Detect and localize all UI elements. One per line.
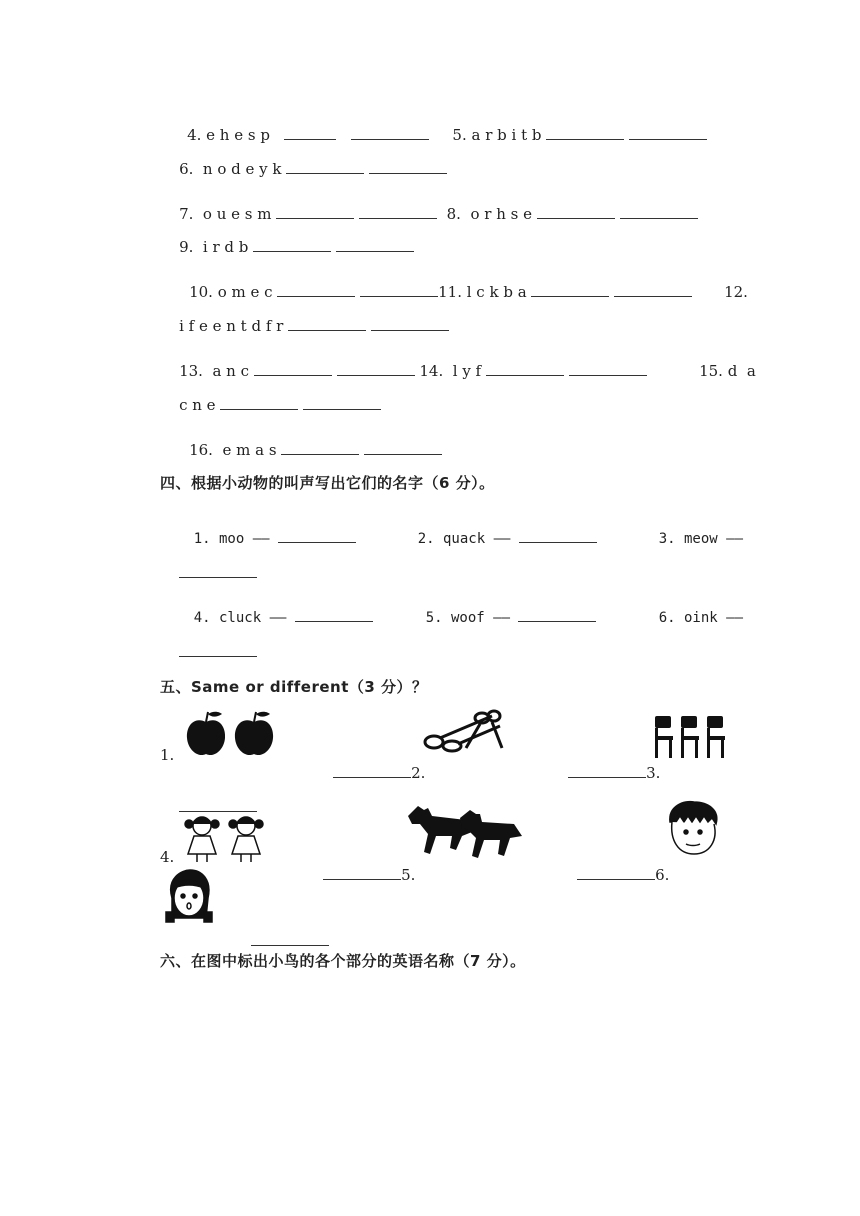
boy-face-icon (670, 802, 717, 854)
answer-blank[interactable] (369, 161, 447, 174)
answer-blank[interactable] (546, 127, 624, 140)
answer-blank[interactable] (276, 206, 354, 219)
answer-blank[interactable] (364, 442, 442, 455)
answer-blank[interactable] (518, 609, 596, 622)
answer-blank[interactable] (519, 530, 597, 543)
sound-label: 2. quack —— (417, 531, 511, 547)
sound-label: 6. oink —— (658, 610, 744, 626)
answer-row (314, 746, 425, 800)
chair-icon (681, 716, 699, 758)
chair-icon (655, 716, 673, 758)
answer-blank[interactable] (577, 867, 655, 880)
sound-item (384, 512, 597, 566)
answer-blank[interactable] (284, 127, 336, 140)
answer-row (549, 746, 660, 800)
scrambled-word: 15. d a (699, 362, 756, 380)
exercise-number (680, 344, 756, 398)
scrambled-word: c n e (179, 396, 216, 414)
scrambled-word: 6. n o d e y k (179, 160, 282, 178)
scrambled-word: i f e e n t d f r (179, 317, 284, 335)
item-number: 2. (411, 764, 426, 782)
answer-blank[interactable] (629, 127, 707, 140)
sound-label: 3. meow —— (658, 531, 744, 547)
exercise-row (170, 423, 442, 477)
answer-blank[interactable] (281, 442, 359, 455)
answer-blank[interactable] (614, 284, 692, 297)
section-heading: 四、根据小动物的叫声写出它们的名字（6 分）。 (160, 474, 495, 492)
scrambled-word: 14. l y f (419, 362, 482, 380)
sound-item (625, 591, 743, 645)
scissors-icon (466, 711, 502, 748)
answer-blank[interactable] (277, 284, 355, 297)
item-number: 5. (401, 866, 416, 884)
item-number: 1. (160, 746, 175, 764)
scrambled-word: 13. a n c (179, 362, 250, 380)
girl-face-picture (164, 868, 214, 926)
sound-item (392, 591, 596, 645)
exercise-number (705, 265, 748, 319)
scrambled-word: 10. o m e c (189, 283, 273, 301)
answer-blank[interactable] (254, 363, 332, 376)
boy-picture (664, 800, 724, 860)
answer-blank[interactable] (531, 284, 609, 297)
apple-icon (235, 712, 273, 755)
answer-blank[interactable] (359, 206, 437, 219)
scissors-picture (422, 708, 506, 754)
sound-label: 1. moo —— (193, 531, 270, 547)
scrambled-word: 16. e m a s (189, 441, 277, 459)
answer-blank[interactable] (179, 565, 257, 578)
answer-blank[interactable] (179, 644, 257, 657)
apple-icon (187, 712, 225, 755)
scrambled-word: 8. o r h s e (446, 205, 532, 223)
answer-row (558, 848, 669, 902)
scrambled-word: 7. o u e s m (179, 205, 272, 223)
exercise-number-label: 12. (724, 283, 748, 301)
answer-blank[interactable] (569, 363, 647, 376)
answer-blank[interactable] (360, 284, 438, 297)
girls-picture (180, 814, 270, 864)
answer-blank[interactable] (286, 161, 364, 174)
horse-icon (408, 806, 472, 854)
answer-row (304, 848, 415, 902)
chair-icon (707, 716, 725, 758)
apples-picture (184, 708, 276, 758)
chairs-picture (652, 714, 728, 760)
answer-blank[interactable] (336, 239, 414, 252)
scrambled-word: 4. e h e s p (187, 126, 270, 144)
answer-blank[interactable] (179, 799, 257, 812)
answer-blank[interactable] (323, 867, 401, 880)
sound-item-blank (160, 625, 257, 679)
item-number: 4. (160, 848, 175, 866)
answer-blank[interactable] (303, 397, 381, 410)
answer-blank[interactable] (295, 609, 373, 622)
answer-blank[interactable] (620, 206, 698, 219)
sound-label: 5. woof —— (425, 610, 511, 626)
answer-blank[interactable] (288, 318, 366, 331)
sound-label: 4. cluck —— (193, 610, 287, 626)
answer-blank[interactable] (333, 765, 411, 778)
section-heading: 五、Same or different（3 分）？ (160, 678, 428, 696)
answer-blank[interactable] (220, 397, 298, 410)
answer-blank[interactable] (278, 530, 356, 543)
answer-blank[interactable] (253, 239, 331, 252)
girl-icon (185, 817, 219, 862)
scrambled-word: 5. a r b i t b (452, 126, 542, 144)
answer-blank[interactable] (486, 363, 564, 376)
item-number: 3. (646, 764, 661, 782)
horses-picture (406, 802, 524, 862)
sound-item (625, 512, 743, 566)
answer-blank[interactable] (251, 933, 329, 946)
girl-icon (229, 817, 263, 862)
answer-blank[interactable] (568, 765, 646, 778)
answer-blank[interactable] (337, 363, 415, 376)
item-number: 6. (655, 866, 670, 884)
answer-blank[interactable] (537, 206, 615, 219)
answer-blank[interactable] (371, 318, 449, 331)
girl-face-icon (166, 870, 212, 922)
scrambled-word: 11. l c k b a (438, 283, 527, 301)
horse-icon (460, 810, 522, 858)
section-heading: 六、在图中标出小鸟的各个部分的英语名称（7 分）。 (160, 952, 526, 970)
answer-blank[interactable] (351, 127, 429, 140)
scrambled-word: 9. i r d b (179, 238, 249, 256)
